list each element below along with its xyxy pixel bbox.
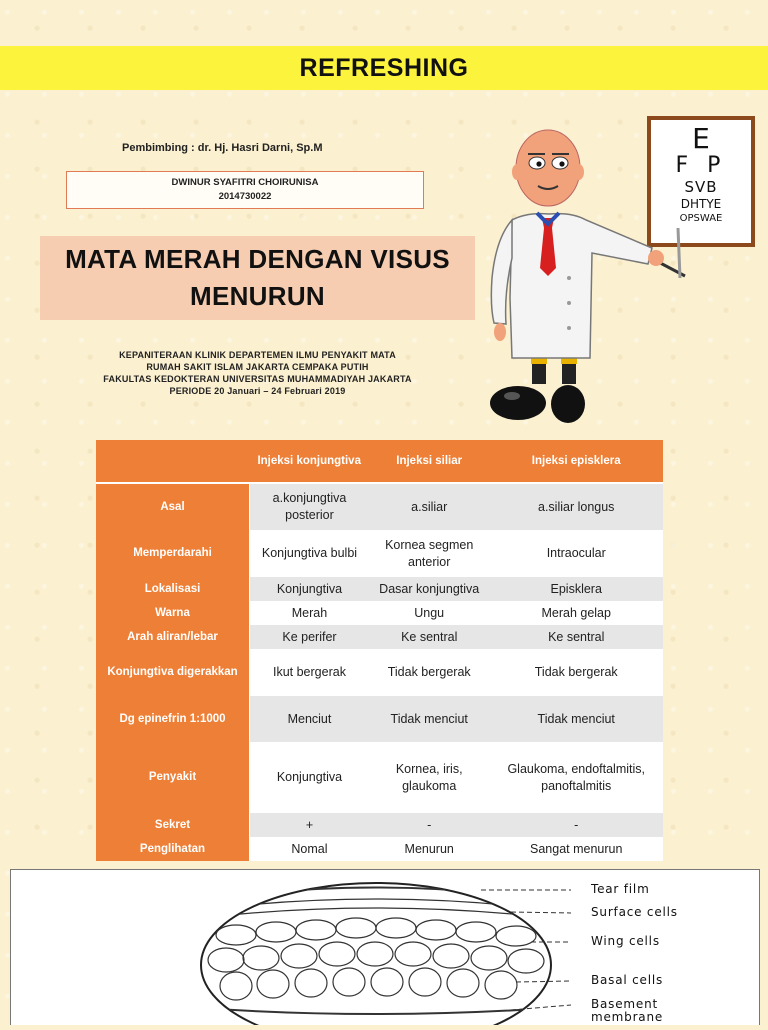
institution-line: RUMAH SAKIT ISLAM JAKARTA CEMPAKA PUTIH [146, 362, 369, 372]
institution-line: PERIODE 20 Januari – 24 Februari 2019 [169, 386, 346, 396]
table-header-row [96, 440, 663, 483]
table-row [96, 649, 663, 696]
row-header: Warna [96, 601, 250, 625]
table-cell: Ke sentral [369, 625, 490, 649]
table-cell: Menciut [250, 696, 369, 742]
presentation-title [40, 236, 475, 320]
banner-title: REFRESHING [299, 54, 469, 82]
table-row [96, 530, 663, 577]
row-header: Dg epinefrin 1:1000 [96, 696, 250, 742]
column-header: Injeksi episklera [489, 440, 663, 483]
eye-chart-row: SVB [684, 178, 718, 196]
table-cell: Glaukoma, endoftalmitis, panoftalmitis [489, 742, 663, 813]
diagram-label: Basal cells [591, 973, 664, 987]
title-line-1: MATA MERAH DENGAN VISUS [65, 244, 450, 274]
table-cell: Episklera [489, 577, 663, 601]
table-row [96, 742, 663, 813]
table-row [96, 837, 663, 861]
table-cell: Dasar konjungtiva [369, 577, 490, 601]
table-cell: Sangat menurun [489, 837, 663, 861]
table-cell: Tidak menciut [369, 696, 490, 742]
table-cell: - [489, 813, 663, 837]
table-row [96, 696, 663, 742]
table-cell: Tidak bergerak [489, 649, 663, 696]
author-name: DWINUR SYAFITRI CHOIRUNISA [171, 177, 319, 188]
row-header: Asal [96, 483, 250, 530]
table-cell: Menurun [369, 837, 490, 861]
table-cell: Ikut bergerak [250, 649, 369, 696]
eye-chart-row: OPSWAE [679, 213, 723, 224]
eye-chart-row: DHTYE [680, 197, 722, 211]
table-row [96, 483, 663, 530]
table-row [96, 813, 663, 837]
table-cell: a.konjungtiva posterior [250, 483, 369, 530]
epithelium-diagram [10, 869, 760, 1025]
diagram-label: membrane [591, 1010, 664, 1024]
table-cell: Tidak menciut [489, 696, 663, 742]
diagram-label: Tear film [591, 882, 650, 896]
institution-block [40, 349, 475, 397]
table-cell: Merah [250, 601, 369, 625]
eye-chart-row: F P [675, 153, 727, 178]
table-cell: Merah gelap [489, 601, 663, 625]
table-cell: Konjungtiva bulbi [250, 530, 369, 577]
diagram-label: Surface cells [591, 905, 678, 919]
table-cell: Tidak bergerak [369, 649, 490, 696]
table-cell: Ungu [369, 601, 490, 625]
table-cell: a.siliar [369, 483, 490, 530]
table-row [96, 601, 663, 625]
column-header: Injeksi konjungtiva [250, 440, 369, 483]
institution-line: KEPANITERAAN KLINIK DEPARTEMEN ILMU PENYAKIT MATA [119, 350, 396, 360]
table-cell: + [250, 813, 369, 837]
author-box [66, 171, 424, 209]
row-header: Arah aliran/lebar [96, 625, 250, 649]
diagram-label: Basement [591, 997, 659, 1011]
table-cell: Ke sentral [489, 625, 663, 649]
table-cell: Konjungtiva [250, 742, 369, 813]
table-cell: - [369, 813, 490, 837]
row-header: Lokalisasi [96, 577, 250, 601]
column-header [96, 440, 250, 483]
comparison-table [96, 440, 663, 861]
supervisor-line: Pembimbing : dr. Hj. Hasri Darni, Sp.M [122, 142, 323, 154]
doctor-illustration [482, 128, 697, 428]
column-header: Injeksi siliar [369, 440, 490, 483]
diagram-label: Wing cells [591, 934, 660, 948]
institution-line: FAKULTAS KEDOKTERAN UNIVERSITAS MUHAMMADIYAH JAKARTA [103, 374, 412, 384]
table-cell: Kornea segmen anterior [369, 530, 490, 577]
table-row [96, 625, 663, 649]
table-cell: Kornea, iris, glaukoma [369, 742, 490, 813]
author-id: 2014730022 [218, 191, 272, 202]
table-cell: Ke perifer [250, 625, 369, 649]
table-cell: Intraocular [489, 530, 663, 577]
eye-chart-row: E [692, 122, 710, 155]
table-cell: Konjungtiva [250, 577, 369, 601]
row-header: Konjungtiva digerakkan [96, 649, 250, 696]
row-header: Penglihatan [96, 837, 250, 861]
table-cell: Nomal [250, 837, 369, 861]
row-header: Penyakit [96, 742, 250, 813]
title-line-2: MENURUN [190, 281, 325, 311]
table-cell: a.siliar longus [489, 483, 663, 530]
row-header: Memperdarahi [96, 530, 250, 577]
row-header: Sekret [96, 813, 250, 837]
table-row [96, 577, 663, 601]
